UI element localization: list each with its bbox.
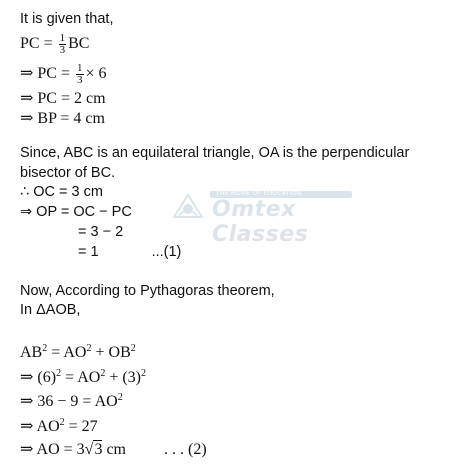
eq-ao-3root3: ⇒ AO = 3√3 cm . . . (2) [20,441,207,458]
watermark-tagline: THE HOME OF EDUCATION [216,190,302,197]
statement-bisector: bisector of BC. [20,165,116,181]
eq-ref-2: . . . (2) [163,441,207,458]
eq-oc-3cm: ∴ OC = 3 cm [20,184,103,200]
omtex-logo-icon [170,191,206,221]
watermark-title: Omtex Classes [212,197,309,247]
eq-equals-1: = 1 ...(1) [78,244,182,260]
eq-ab2-ao2-ob2: $AB^2 = AO^2 + OB^2$ [20,343,136,361]
eq-6sq-ao2-3sq: ⇒ $(6)^2 = AO^2 + (3)^2$ [20,368,146,386]
eq-ref-1: ...(1) [151,244,182,260]
eq-3-minus-2: = 3 − 2 [78,224,124,240]
omtex-watermark [168,189,358,247]
statement-pythagoras: Now, According to Pythagoras theorem, [20,283,275,299]
eq-36-minus-9: ⇒ $36 - 9 = AO^2$ [20,392,123,410]
eq-op-oc-minus-pc: ⇒ OP = OC − PC [20,204,132,220]
statement-in-triangle-aob: In ΔAOB, [20,302,81,318]
eq-pc-fraction-bc: PC = $\frac{1}{3}$ BC [20,32,90,56]
eq-pc-times-6: ⇒ PC = $\frac{1}{3}$ × 6 [20,62,107,86]
eq-bp-4cm: ⇒ BP = 4 cm [20,110,105,127]
given-heading: It is given that, [20,11,114,27]
eq-pc-2cm: ⇒ PC = 2 cm [20,90,106,107]
eq-ao2-27: ⇒ $AO^2 = 27$ [20,417,98,435]
statement-equilateral: Since, ABC is an equilateral triangle, OA is the perpendicular [20,145,410,161]
